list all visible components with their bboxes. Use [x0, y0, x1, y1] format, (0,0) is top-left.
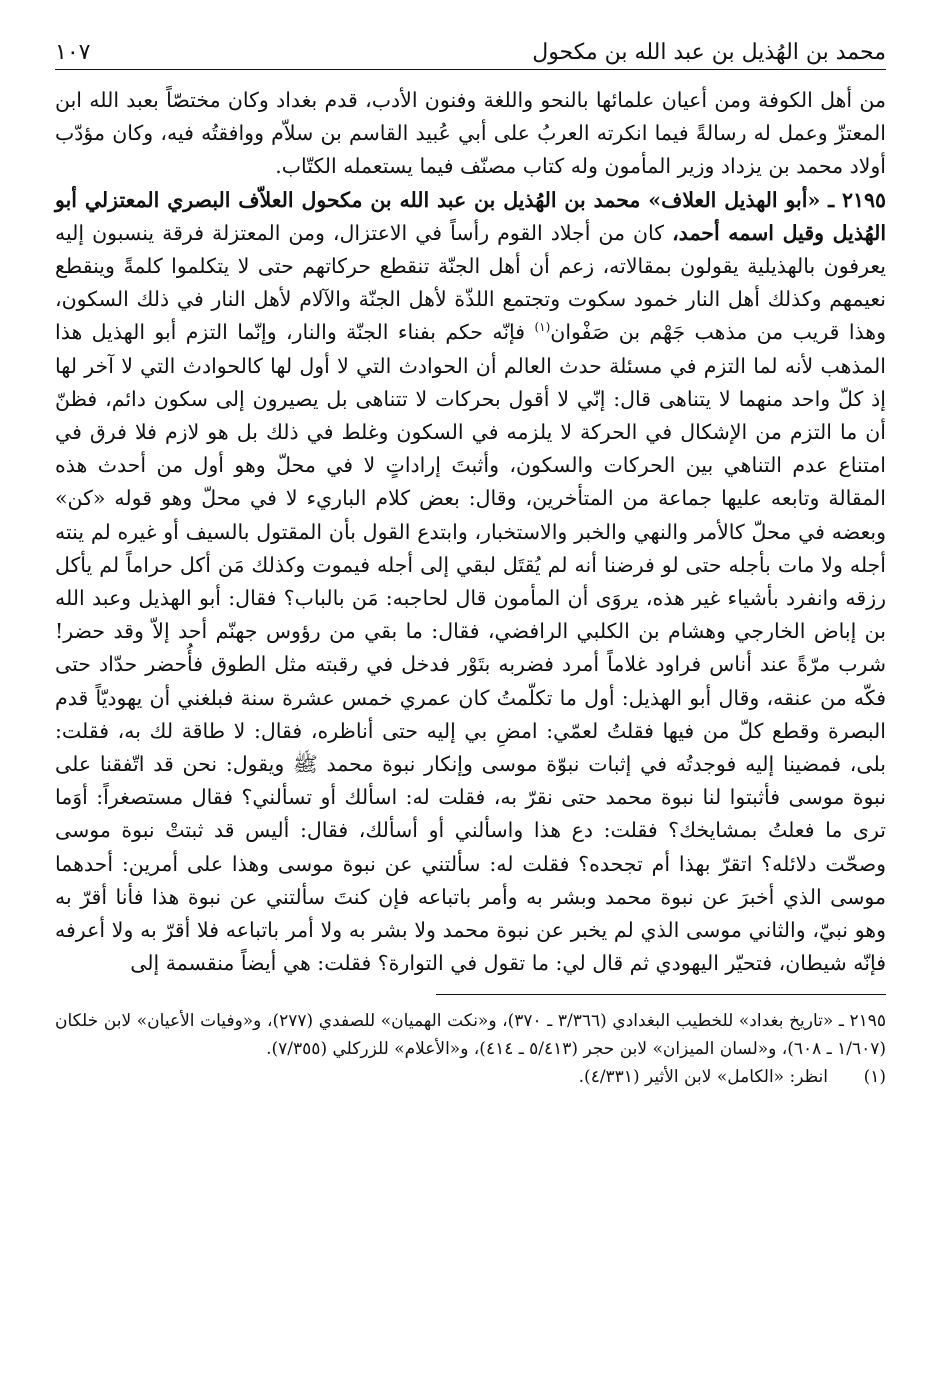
- running-title: محمد بن الهُذيل بن عبد الله بن مكحول: [532, 40, 886, 65]
- book-page: [55, 25, 886, 1355]
- footnote-marker[interactable]: (١): [534, 320, 551, 335]
- footnote-text: انظر: «الكامل» لابن الأثير (٤/٣٣١).: [578, 1067, 828, 1088]
- footnote-separator: [436, 994, 886, 995]
- page-number: ١٠٧: [55, 40, 91, 65]
- footnote-1: [55, 1063, 886, 1091]
- entry-heading: ٢١٩٥ ـ «أبو الهذيل العلاف» محمد بن الهُذيل بن عبد الله بن مكحول العلاّف البصري المعتزلي أبو الهُذيل وقيل اسمه أحمد،: [55, 187, 887, 245]
- paragraph-continuation: من أهل الكوفة ومن أعيان علمائها بالنحو واللغة وفنون الأدب، قدم بغداد وكان مختصّاً بعبد الله ابن المعتزّ وعمل له رسالةً فيما انكرته العربُ على أبي عُبيد القاسم بن سلاّم ووافقتُه فيه، وكان مؤدّب أولاد محمد بن يزداد وزير المأمون وله كتاب مصنّف فيما يستعمله الكتّاب.: [55, 88, 886, 179]
- entry-text-part-1: كان من أجلاد القوم رأساً في الاعتزال، ومن المعتزلة فرقة ينسبون إليه يعرفون بالهذيلية يقولون بمقالاته، زعم أن أهل الجنّة تنقطع حركاتهم حتى لا يتكلموا كلمةً وينقطع نعيمهم وكذلك أهل النار خمود سكوت وتجتمع اللذّة لأهل الجنّة والآلام لأهل النار في ذلك السكون، وهذا قريب من مذهب جَهْم بن صَفْوان: [55, 220, 886, 345]
- entry-text-part-2: فإنّه حكم بفناء الجنّة والنار، وإنّما التزم أبو الهذيل هذا المذهب لأنه لما التزم في مسئلة حدث العالم أن الحوادث التي لا أول لها كالحوادث التي لا آخر لها إذ كلّ واحد منهما لا يتناهى قال: إنّي لا أقول بحركات لا تتناهى بل يصيرون إلى سكون دائم، فظنّ أن ما التزم من الإشكال في الحركة لا يلزمه في السكون وغلط في ذلك بل هو لازم فلا فرق في امتناع عدم التناهي بين الحركات والسكون، وأثبتَ إراداتٍ لا في محلّ وهو أول من أحدث هذه المقالة وتابعه عليها جماعة من المتأخرين، وقال: بعض كلام الباريء لا في محلّ وهو قوله «كن» وبعضه في محلّ كالأمر والنهي والخبر والاستخبار، وابتدع القول بأن المقتول بالسيف أو غيره لم ينته أجله ولا مات بأجله حتى لو فرضنا أنه لم يُقتَل لبقي إلى أجله فيموت وكذلك مَن أكل حراماً لم يأكل رزقه وانفرد بأشياء غير هذه، يروَى أن المأمون قال لحاجبه: مَن بالباب؟ فقال: أبو الهذيل وعبد الله بن إباض الخارجي وهشام بن الكلبي الرافضي، فقال: ما بقي من رؤوس جهنّم أحد إلاّ وقد حضر! شرب مرّةً عند أناس فراود غلاماً أمرد فضربه بتَوْر فدخل في رقبته مثل الطوق فأُحضر حدّاد حتى فكّه من عنقه، وقال أبو الهذيل: أول ما تكلّمتُ كان عمري خمس عشرة سنة فبلغني أن يهوديّاً قدم البصرة وقطع كلّ من فيها فقلتُ لعمّي: امضِ بي إليه حتى أناظره، فقال: لا طاقة لك به، فقلت: بلى، فمضينا إليه فوجدتُه في إثبات نبوّة موسى وإنكار نبوة محمد ﷺ ويقول: نحن قد اتّفقنا على نبوة موسى فأثبتوا لنا نبوة محمد حتى نقرّ به، فقلت له: اسألك أو تسألني؟ فقال مستصغراً: أوَما ترى ما فعلتُ بمشايخك؟ فقلت: دع هذا واسألني أو أسألك، فقال: أليس قد ثبتتْ نبوة موسى وصحّت دلائله؟ اتقرّ بهذا أم تجحده؟ فقلت له: سألتني عن نبوة موسى وهذا على أمرين: أحدهما موسى الذي أخبرَ عن نبوة محمد وبشر به وأمر باتباعه فإن كنتَ سألتني عن نبوة هذا فأنا أقرّ به وهو نبيّ، والثاني موسى الذي لم يخبر عن نبوة محمد ولا بشر به ولا أمر باتباعه فلا أقرّ به ولا أعرفه فإنّه شيطان، فتحيّر اليهودي ثم قال لي: ما تقول في التوارة؟ فقلت: هي أيضاً منقسمة إلى: [55, 320, 886, 976]
- footnote-sources: ٢١٩٥ ـ «تاريخ بغداد» للخطيب البغدادي (٣/٣٦٦ ـ ٣٧٠)، و«نكت الهميان» للصفدي (٢٧٧)، و«وفيات الأعيان» لابن خلكان (١/٦٠٧ ـ ٦٠٨)، و«لسان الميزان» لابن حجر (٥/٤١٣ ـ ٤١٤)، و«الأعلام» للزركلي (٧/٣٥٥).: [55, 1011, 887, 1060]
- footnote-number: (١): [863, 1067, 886, 1088]
- running-header: [55, 25, 886, 70]
- main-text: [55, 84, 886, 980]
- biography-entry: [55, 184, 886, 981]
- footnotes: [55, 1007, 886, 1091]
